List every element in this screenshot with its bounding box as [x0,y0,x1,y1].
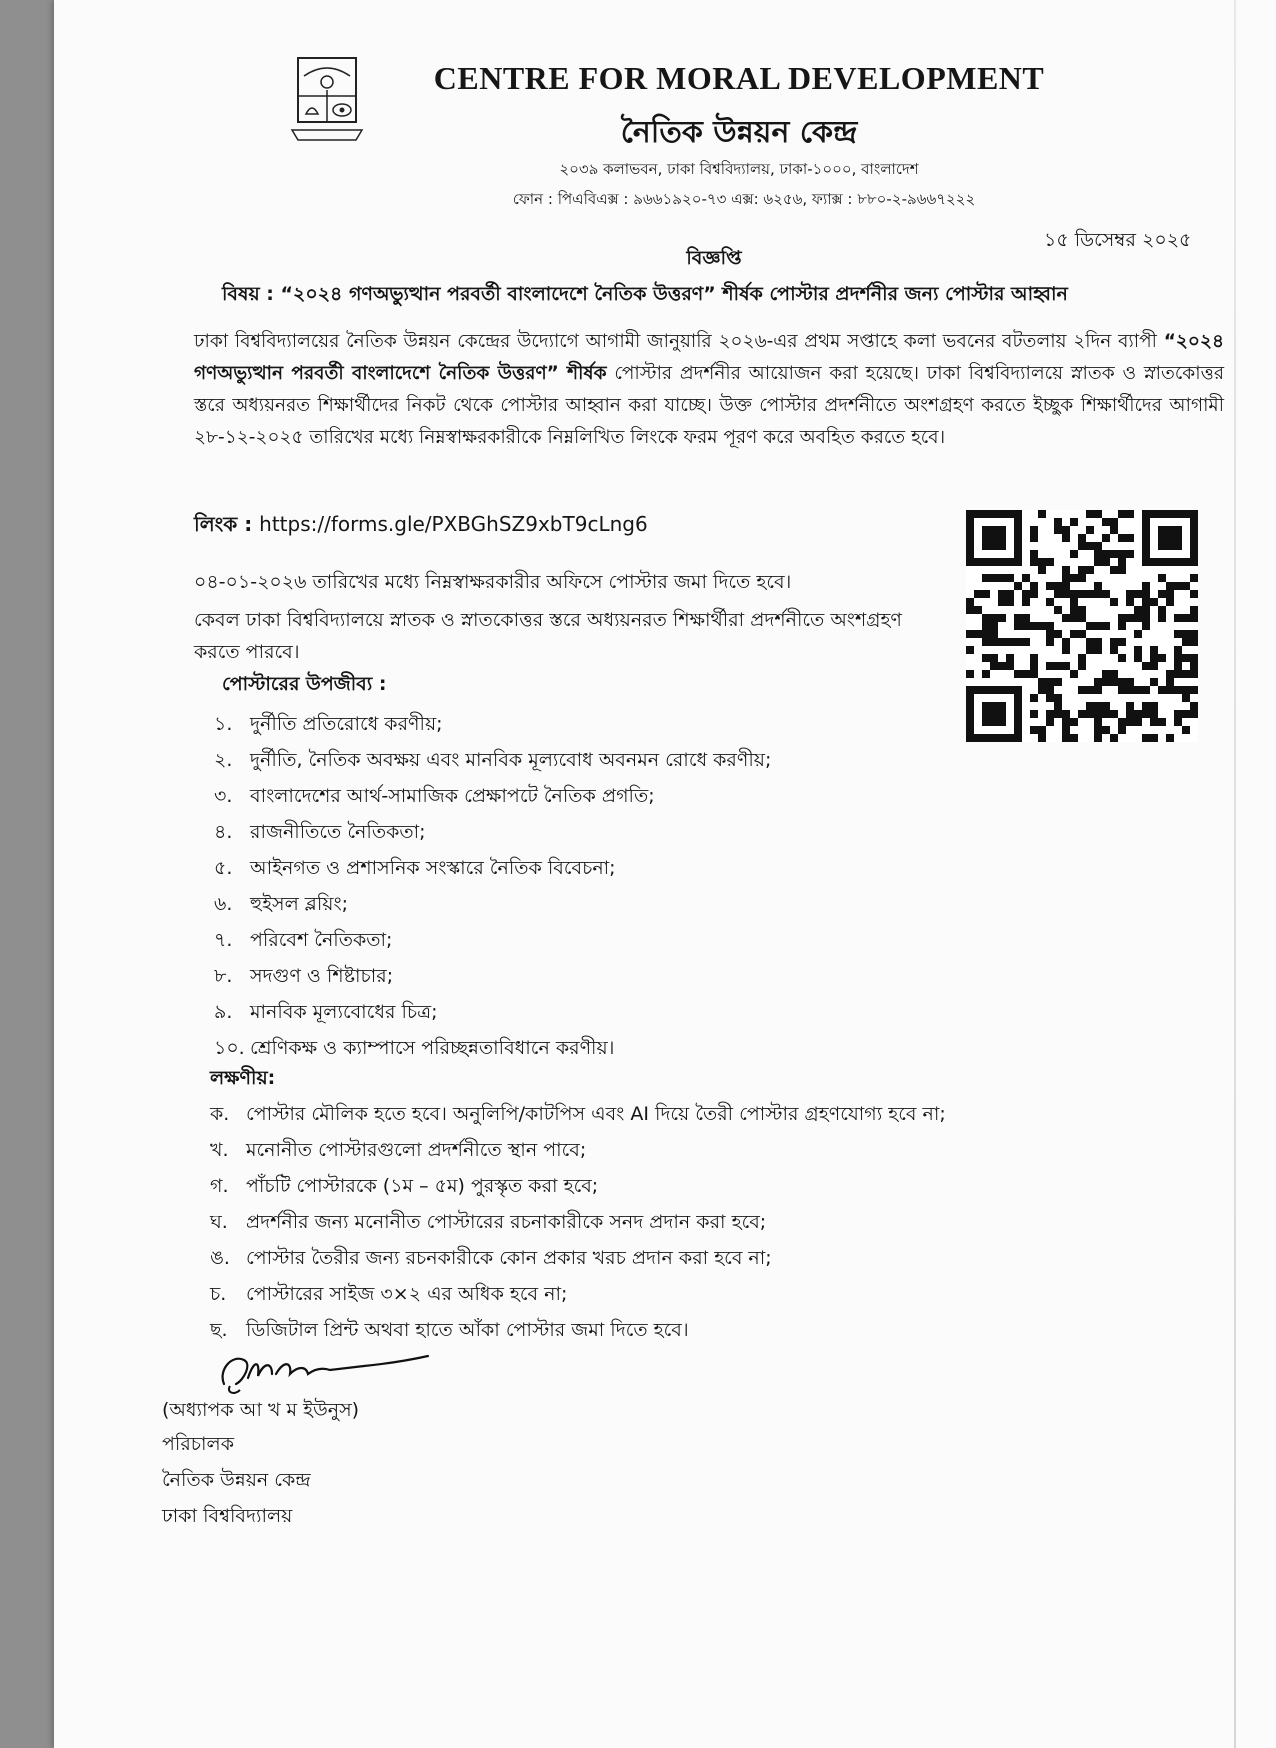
topic-item-marker: ৩. [214,785,233,807]
form-link-line [194,510,648,543]
topic-item-marker: ৮. [214,965,233,987]
topic-item [214,958,771,994]
note-item-marker: ঘ. [210,1211,228,1233]
topic-item-text: পরিবেশ নৈতিকতা; [250,929,393,951]
topic-item-text: শ্রেণিকক্ষ ও ক্যাম্পাসে পরিচ্ছন্নতাবিধানে করণীয়। [250,1037,615,1059]
university-logo-icon [290,56,364,146]
topic-item [214,1030,771,1066]
note-item [210,1168,946,1204]
topic-item-text: দুর্নীতি প্রতিরোধে করণীয়; [250,713,443,735]
topics-heading: পোস্টারের উপজীব্য : [222,673,387,695]
note-item-marker: খ. [210,1139,229,1161]
notice-date: ১৫ ডিসেম্বর ২০২৫ [1044,229,1192,251]
signatory-org: নৈতিক উন্নয়ন কেন্দ্র [162,1469,311,1491]
notice-title: বিজ্ঞপ্তি [686,247,742,269]
notes-list [210,1096,946,1348]
topic-item [214,994,771,1030]
topic-item-marker: ৯. [214,1001,233,1023]
note-item-marker: ছ. [210,1319,228,1341]
topic-item-marker: ৫. [214,857,233,879]
topic-item-marker: ৬. [214,893,233,915]
note-item-marker: ঙ. [210,1247,230,1269]
signatory-name: (অধ্যাপক আ খ ম ইউনুস) [162,1399,360,1421]
topic-item [214,706,771,742]
topic-item-text: রাজনীতিতে নৈতিকতা; [250,821,426,843]
form-link[interactable]: https://forms.gle/PXBGhSZ9xbT9cLng6 [259,512,648,536]
notice-page [54,0,1276,1748]
header-title-en: CENTRE FOR MORAL DEVELOPMENT [433,60,1045,96]
eligibility-note: কেবল ঢাকা বিশ্ববিদ্যালয়ে স্নাতক ও স্নাতকোত্তর স্তরে অধ্যয়নরত শিক্ষার্থীরা প্রদর্শনীতে অংশগ্রহণ করতে পারবে। [194,609,902,663]
notes-heading: লক্ষণীয়: [210,1067,276,1089]
note-item-text: পাঁচটি পোস্টারকে (১ম – ৫ম) পুরস্কৃত করা হবে; [246,1175,599,1197]
note-item-text: পোস্টার মৌলিক হতে হবে। অনুলিপি/কাটপিস এবং AI দিয়ে তৈরী পোস্টার গ্রহণযোগ্য হবে না; [246,1103,946,1125]
note-item-text: প্রদর্শনীর জন্য মনোনীত পোস্টারের রচনাকারীকে সনদ প্রদান করা হবে; [246,1211,767,1233]
topic-item-marker: ১০. [214,1037,245,1059]
link-label: লিংক : [194,512,260,536]
note-item [210,1204,946,1240]
header-phone: ফোন : পিএবিএক্স : ৯৬৬১৯২০-৭৩ এক্স: ৬২৫৬, ফ্যাক্স : ৮৮০-২-৯৬৬৭২২২ [512,190,976,208]
note-item [210,1276,946,1312]
page-fold [1234,0,1236,1748]
body-bold-title: “২০২৪ গণঅভ্যুত্থান পরবর্তী বাংলাদেশে নৈতিক উত্তরণ” শীর্ষক [194,331,1224,384]
topic-item-marker: ১. [214,713,233,735]
note-item-text: মনোনীত পোস্টারগুলো প্রদর্শনীতে স্থান পাবে; [246,1139,587,1161]
topic-item [214,814,771,850]
note-item-marker: চ. [210,1283,227,1305]
body-part-2: পোস্টার প্রদর্শনীর আয়োজন করা হয়েছে। ঢাকা বিশ্ববিদ্যালয়ে স্নাতক ও স্নাতকোত্তর স্তরে অধ্যয়নরত শিক্ষার্থীদের নিকট থেকে পোস্টার আহ্বান করা যাচ্ছে। উক্ত পোস্টার প্রদর্শনীতে অংশগ্রহণ করতে ইচ্ছুক শিক্ষার্থীদের আগামী ২৮-১২-২০২৫ তারিখের মধ্যে নিম্নস্বাক্ষরকারীকে নিম্নলিখিত লিংকে ফরম পূরণ করে অবহিত করতে হবে। [194,363,1224,448]
body-part-1: ঢাকা বিশ্ববিদ্যালয়ের নৈতিক উন্নয়ন কেন্দ্রের উদ্যোগে আগামী জানুয়ারি ২০২৬-এর প্রথম সপ্তাহে কলা ভবনের বটতলায় ২দিন ব্যাপী [194,331,1164,352]
note-item-text: পোস্টার তৈরীর জন্য রচনকারীকে কোন প্রকার খরচ প্রদান করা হবে না; [246,1247,772,1269]
note-item-marker: ক. [210,1103,230,1125]
topic-item-text: সদগুণ ও শিষ্টাচার; [250,965,394,987]
topic-item [214,922,771,958]
signatory-university: ঢাকা বিশ্ববিদ্যালয় [162,1505,293,1527]
header-title-bn: নৈতিক উন্নয়ন কেন্দ্র [620,115,858,150]
topics-list [214,706,771,1066]
header-address: ২০৩৯ কলাভবন, ঢাকা বিশ্ববিদ্যালয়, ঢাকা-১০০০, বাংলাদেশ [559,160,919,178]
topic-item [214,778,771,814]
topic-item-marker: ৭. [214,929,233,951]
topic-item-text: দুর্নীতি, নৈতিক অবক্ষয় এবং মানবিক মূল্যবোধ অবনমন রোধে করণীয়; [250,749,772,771]
note-item-text: পোস্টারের সাইজ ৩×২ এর অধিক হবে না; [246,1283,568,1305]
topic-item [214,886,771,922]
note-item [210,1132,946,1168]
topic-item [214,850,771,886]
topic-item [214,742,771,778]
note-item-text: ডিজিটাল প্রিন্ট অথবা হাতে আঁকা পোস্টার জমা দিতে হবে। [246,1319,689,1341]
notice-subject: বিষয় : “২০২৪ গণঅভ্যুত্থান পরবর্তী বাংলাদেশে নৈতিক উত্তরণ” শীর্ষক পোস্টার প্রদর্শনীর জন্য পোস্টার আহ্বান [222,283,1068,305]
topic-item-text: মানবিক মূল্যবোধের চিত্র; [250,1001,438,1023]
note-item [210,1096,946,1132]
signature-image [214,1340,434,1398]
signatory-title: পরিচালক [162,1433,234,1455]
topic-item-text: আইনগত ও প্রশাসনিক সংস্কারে নৈতিক বিবেচনা; [250,857,616,879]
submission-deadline: ০৪-০১-২০২৬ তারিখের মধ্যে নিম্নস্বাক্ষরকারীর অফিসে পোস্টার জমা দিতে হবে। [194,571,792,593]
note-item [210,1240,946,1276]
topic-item-text: বাংলাদেশের আর্থ-সামাজিক প্রেক্ষাপটে নৈতিক প্রগতি; [250,785,655,807]
qr-code[interactable] [966,510,1198,742]
topic-item-marker: ৪. [214,821,233,843]
body-paragraph [194,326,1224,454]
topic-item-marker: ২. [214,749,233,771]
note-item-marker: গ. [210,1175,229,1197]
topic-item-text: হুইসল ব্লয়িং; [250,893,349,915]
